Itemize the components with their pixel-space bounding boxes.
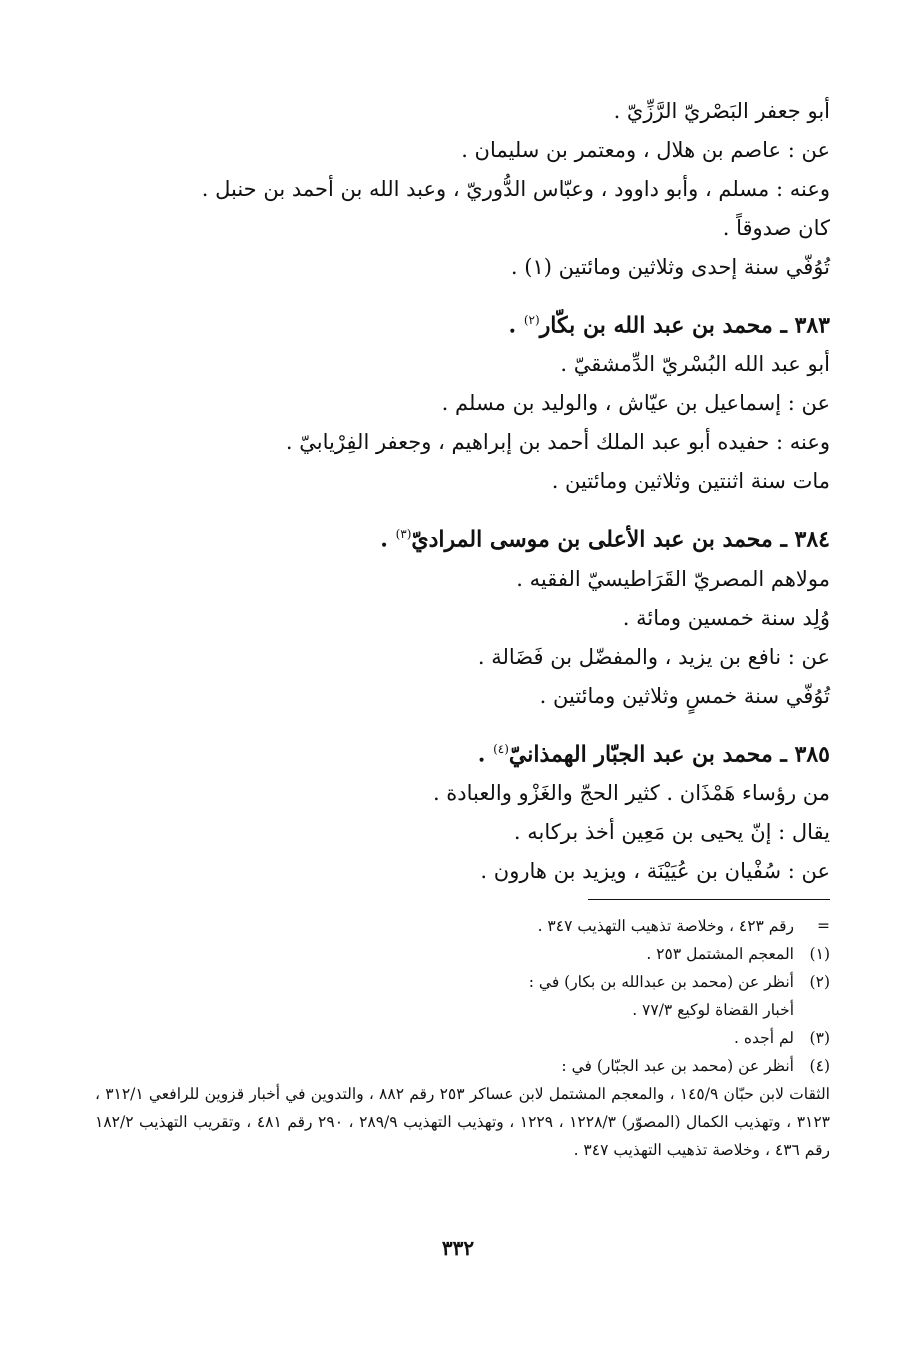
footnote-source: أخبار القضاة لوكيع ٧٧/٣ .: [632, 1001, 794, 1019]
footnote-1: [95, 940, 830, 968]
footnote-text: المعجم المشتمل ٢٥٣ .: [646, 945, 794, 963]
text-line: أبو جعفر البَصْريّ الرَّزِّيّ .: [613, 99, 830, 123]
text-line: وُلِد سنة خمسين ومائة .: [622, 605, 830, 630]
text-line: وعنه : حفيده أبو عبد الملك أحمد بن إبراهيم ، وجعفر الفِرْيابيّ .: [285, 430, 830, 455]
entry-title: ٣٨٣ ـ محمد بن عبد الله بن بكّار: [539, 312, 830, 339]
footnote-4: [95, 1052, 830, 1080]
text-line: تُوُفّي سنة خمسٍ وثلاثين ومائتين .: [539, 683, 830, 708]
entry-385: [95, 730, 830, 891]
entry-continued: [95, 92, 830, 287]
entry-title: ٣٨٥ ـ محمد بن عبد الجبّار الهمذانيّ: [508, 740, 830, 767]
entry-383: [95, 301, 830, 501]
footnote-text: أنظر عن (محمد بن عبدالله بن بكار) في :: [528, 973, 794, 991]
entry-384: [95, 515, 830, 715]
footnote-text: لم أجده .: [734, 1029, 794, 1047]
footnote-text: رقم ٤٢٣ ، وخلاصة تذهيب التهذيب ٣٤٧ .: [537, 917, 794, 935]
footnote-4-sources: الثقات لابن حبّان ١٤٥/٩ ، والمعجم المشتمل لابن عساكر ٢٥٣ رقم ٨٨٢ ، والتدوين في أخبار قزوين للرافعي ٣١٢/١ ، ٣١٢٣ ، وتهذيب الكمال (المصوّر) ١٢٢٨/٣ ، ١٢٢٩ ، وتهذيب التهذيب ٢٨٩/٩ ، ٢٩٠ رقم ٤٨١ ، وتقريب التهذيب ١٨٢/٢ رقم ٤٣٦ ، وخلاصة تذهيب التهذيب ٣٤٧ .: [95, 1085, 830, 1159]
footnote-mark: (١): [809, 945, 830, 963]
footnote-separator: [588, 899, 830, 900]
text-line: كان صدوقاً .: [722, 216, 830, 240]
footnote-text: أنظر عن (محمد بن عبد الجبّار) في :: [561, 1057, 794, 1075]
text-line: عن : نافع بن يزيد ، والمفضّل بن فَضَالة .: [477, 644, 830, 669]
footnote-2: [95, 968, 830, 1024]
footnote-ref: (٤): [493, 741, 509, 756]
entry-heading: ٣٨٤ ـ محمد بن عبد الأعلى بن موسى المراديّ$^{(٣)}$ .: [380, 526, 830, 553]
entry-heading: ٣٨٥ ـ محمد بن عبد الجبّار الهمذانيّ$^{(٤)}$ .: [477, 740, 830, 767]
footnote-ref: (٢): [523, 313, 540, 327]
footnote-mark: =: [817, 917, 830, 935]
footnote-mark: (٤): [809, 1057, 830, 1075]
text-line: تُوُفّي سنة إحدى وثلاثين ومائتين (١) .: [510, 255, 830, 279]
text-line: يقال : إنّ يحيى بن مَعِين أخذ بركابه .: [513, 819, 830, 844]
text-line: مات سنة اثنتين وثلاثين ومائتين .: [551, 469, 830, 494]
footnote-mark: (٢): [809, 973, 830, 991]
footnote-3: [95, 1024, 830, 1052]
text-line: عن : عاصم بن هلال ، ومعتمر بن سليمان .: [461, 138, 830, 162]
text-line: عن : سُفْيان بن عُيَيْنَة ، ويزيد بن هارون .: [480, 858, 830, 883]
entry-heading: ٣٨٣ ـ محمد بن عبد الله بن بكّار$^{(٢)}$ .: [508, 312, 830, 339]
main-text: [95, 92, 830, 891]
text-line: من رؤساء هَمْذَان . كثير الحجّ والغَزْو والعبادة .: [432, 780, 830, 805]
footnote-body: [95, 968, 794, 1024]
text-line: مولاهم المصريّ القَرَاطيسيّ الفقيه .: [516, 566, 830, 591]
text-line: وعنه : مسلم ، وأبو داوود ، وعبّاس الدُّوريّ ، وعبد الله بن أحمد بن حنبل .: [201, 177, 830, 201]
footnote-ref: (٣): [395, 527, 412, 542]
entry-title: ٣٨٤ ـ محمد بن عبد الأعلى بن موسى المراديّ: [411, 526, 830, 553]
page-number: ٣٣٢: [441, 1236, 475, 1260]
footnotes: [95, 912, 830, 1164]
text-line: أبو عبد الله البُسْريّ الدِّمشقيّ .: [560, 352, 830, 377]
text-line: عن : إسماعيل بن عيّاش ، والوليد بن مسلم .: [441, 391, 830, 416]
footnote-continuation: [95, 912, 830, 940]
footnote-mark: (٣): [809, 1029, 830, 1047]
